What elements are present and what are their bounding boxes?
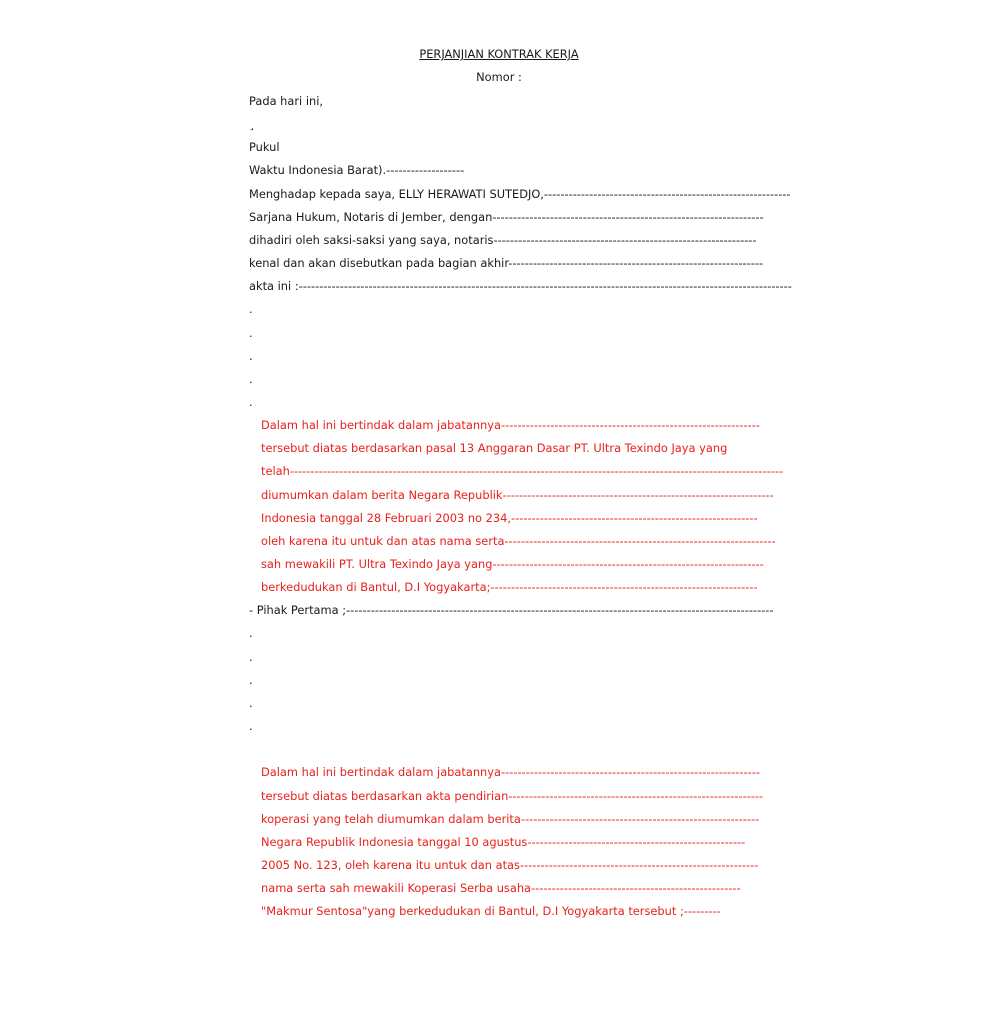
document-number: Nomor : [476,70,522,84]
document-line: Dalam hal ini bertindak dalam jabatannya--------------------------------------------------------------- [261,418,760,433]
document-line: telah------------------------------------------------------------------------------------------------------------------------ [261,464,784,479]
document-line: nama serta sah mewakili Koperasi Serba usaha--------------------------------------------------- [261,881,741,896]
document-line: diumumkan dalam berita Negara Republik------------------------------------------------------------------ [261,487,774,502]
document-line: kenal dan akan disebutkan pada bagian akhir-------------------------------------------------------------- [249,256,764,270]
document-line: . [249,626,253,641]
document-line: . [249,719,253,733]
document-line: Pada hari ini, [249,94,324,108]
document-line: Menghadap kepada saya, ELLY HERAWATI SUTEDJO,------------------------------------------------------------ [249,186,791,201]
document-line: . [249,348,253,363]
document-line [249,741,735,757]
document-line: berkedudukan di Bantul, D.I Yogyakarta;----------------------------------------------------------------- [261,580,758,595]
document-line: "Makmur Sentosa"yang berkedudukan di Bantul, D.I Yogyakarta tersebut ;--------- [261,904,721,919]
document-line: Pukul [249,140,280,155]
document-line: sah mewakili PT. Ultra Texindo Jaya yang------------------------------------------------------------------ [261,557,764,571]
document-line: . [249,672,253,687]
document-line: . [249,394,253,409]
document-line: . [249,325,253,340]
document-line: ¸ [249,117,255,132]
document-line: Dalam hal ini bertindak dalam jabatannya--------------------------------------------------------------- [261,765,760,780]
document-line: Indonesia tanggal 28 Februari 2003 no 234,------------------------------------------------------------ [261,510,758,525]
document-line: 2005 No. 123, oleh karena itu untuk dan atas---------------------------------------------------------- [261,857,759,872]
document-line: . [249,649,253,664]
document-line: tersebut diatas berdasarkan akta pendirian-------------------------------------------------------------- [261,788,764,803]
document-line: akta ini :------------------------------------------------------------------------------------------------------------------------ [249,279,792,294]
document-line: tersebut diatas berdasarkan pasal 13 Anggaran Dasar PT. Ultra Texindo Jaya yang [261,441,728,456]
document-line: Sarjana Hukum, Notaris di Jember, dengan------------------------------------------------------------------ [249,209,764,224]
document-line: dihadiri oleh saksi-saksi yang saya, notaris---------------------------------------------------------------- [249,232,757,247]
document-line: Waktu Indonesia Barat).------------------- [249,163,465,178]
document-line: oleh karena itu untuk dan atas nama serta------------------------------------------------------------------ [261,533,776,548]
document-line: koperasi yang telah diumumkan dalam berita---------------------------------------------------------- [261,811,760,826]
document-line: . [249,302,253,317]
document-title: PERJANJIAN KONTRAK KERJA [419,47,579,61]
document-line: . [249,695,253,710]
document-line: . [249,371,253,386]
document-line: - Pihak Pertama ;-------------------------------------------------------------------------------------------------------- [249,603,774,618]
document-line: Negara Republik Indonesia tanggal 10 agustus----------------------------------------------------- [261,834,746,849]
